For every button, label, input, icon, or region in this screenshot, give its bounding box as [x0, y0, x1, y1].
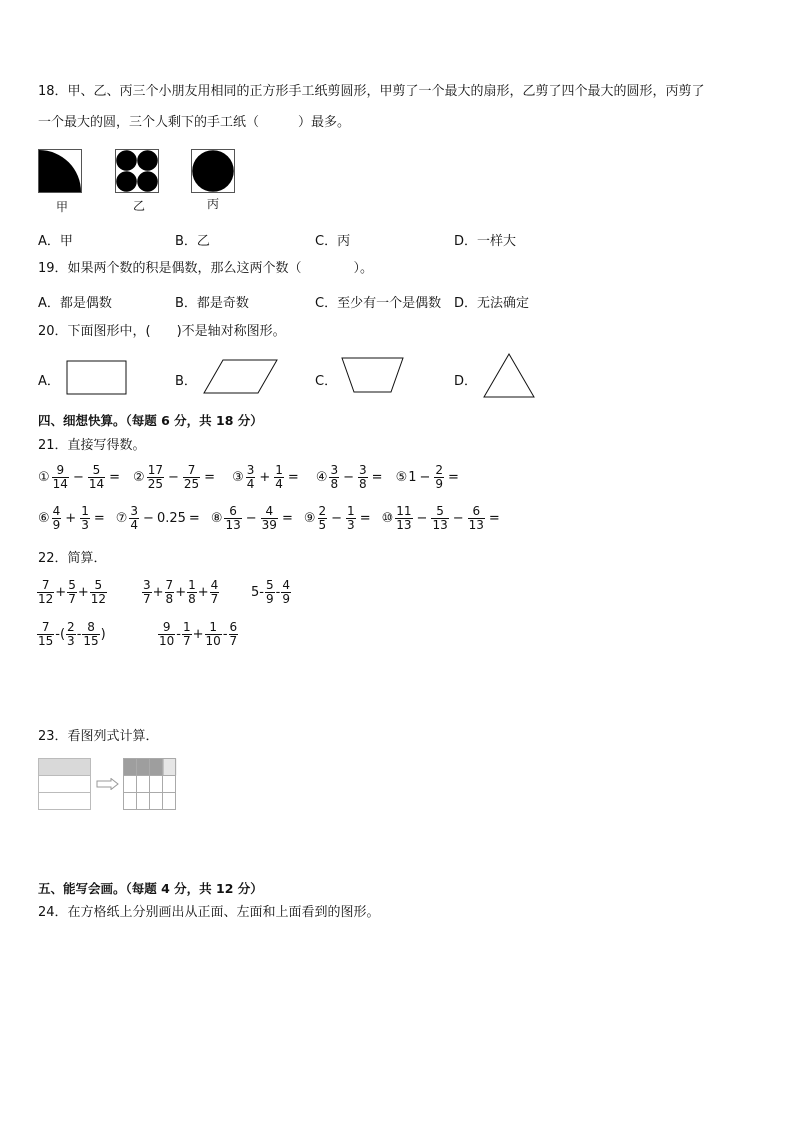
figure-yi-four-circles	[115, 149, 159, 193]
q20-option-a: A．	[38, 374, 60, 389]
q19-option-c: C．至少有一个是偶数	[315, 296, 442, 311]
fraction: $\frac{11}{13}$	[396, 504, 412, 532]
q18-option-a: A．甲	[38, 234, 73, 249]
fraction: $\frac{5}{13}$	[432, 504, 448, 532]
fraction: $\frac{4}{9}$	[52, 504, 61, 532]
q22-text: 22．简算．	[38, 551, 107, 566]
q20-option-b: B．	[175, 374, 197, 389]
fraction: $\frac{4}{39}$	[261, 504, 277, 532]
fraction: $\frac{6}{13}$	[468, 504, 484, 532]
figure-label-yi: 乙	[133, 199, 146, 213]
fraction: $\frac{7}{25}$	[183, 463, 200, 491]
q22-expr-2: $\frac{3}{7}$ + $\frac{7}{8}$ + $\frac{1}{8}$ + $\frac{4}{7}$	[143, 578, 219, 606]
q19-option-d: D．无法确定	[454, 296, 530, 311]
q20-option-d: D．	[454, 374, 478, 389]
q21-text: 21．直接写得数。	[38, 438, 146, 453]
figure-bing-circle	[191, 149, 235, 193]
figure-label-jia: 甲	[56, 200, 69, 214]
rectangle-shape	[66, 360, 128, 396]
q22-expr-4: $\frac{7}{15}$ -( $\frac{2}{3}$ - $\frac{8}{15}$ )	[38, 620, 106, 648]
q19-option-b: B．都是奇数	[175, 296, 249, 311]
section4-title: 四、细想快算。（每题 6 分，共 18 分）	[38, 413, 263, 428]
q22-expr-1: $\frac{7}{12}$ + $\frac{5}{7}$ + $\frac{5}{12}$	[38, 578, 107, 606]
q19-option-a: A．都是偶数	[38, 296, 112, 311]
q19-text: 19．如果两个数的积是偶数，那么这两个数（ ）。	[38, 261, 374, 276]
fraction: $\frac{9}{14}$	[52, 463, 68, 491]
q22-expr-5: $\frac{9}{10}$ - $\frac{1}{7}$ + $\frac{1}{10}$ - $\frac{6}{7}$	[159, 620, 238, 648]
q24-text: 24．在方格纸上分别画出从正面、左面和上面看到的图形。	[38, 905, 380, 920]
fraction: $\frac{3}{8}$	[330, 463, 339, 491]
arrow-right-icon	[96, 778, 120, 790]
fraction: $\frac{3}{4}$	[130, 504, 139, 532]
fraction: $\frac{2}{9}$	[435, 463, 444, 491]
fraction: $\frac{1}{3}$	[347, 504, 355, 532]
fraction: $\frac{5}{14}$	[88, 463, 105, 491]
q18-option-b: B．乙	[175, 234, 210, 249]
parallelogram-shape	[203, 359, 279, 395]
q20-text: 20．下面图形中，( )不是轴对称图形。	[38, 324, 286, 339]
q23-figure-right-grid	[123, 758, 177, 810]
q21-item-mark: ①	[38, 470, 50, 485]
q22-expr-3: 5 - $\frac{5}{9}$ - $\frac{4}{9}$	[251, 578, 290, 606]
fraction: $\frac{2}{5}$	[318, 504, 327, 532]
q23-text: 23．看图列式计算．	[38, 729, 159, 744]
section5-title: 五、能写会画。（每题 4 分，共 12 分）	[38, 881, 263, 896]
figure-jia-quarter-circle	[38, 149, 82, 193]
fraction: $\frac{1}{4}$	[275, 463, 283, 491]
fraction: $\frac{17}{25}$	[147, 463, 163, 491]
q18-option-c: C．丙	[315, 234, 351, 249]
q18-option-d: D．一样大	[454, 234, 517, 249]
fraction: $\frac{3}{4}$	[246, 463, 255, 491]
q23-figure-left-bar	[38, 758, 92, 810]
q21-row1: ① $\frac{9}{14}$ − $\frac{5}{14}$ = ② $\frac{17}{25}$ − $\frac{7}{25}$ = ③ $\frac{3}{4}$ + $\frac{1}{4}$ = ④ $\frac{3}{8}$ − $\frac{3}{8}$ = ⑤ 1 − $\frac{2}{9}$ =	[38, 463, 459, 491]
triangle-shape	[482, 353, 536, 399]
q18-text-line1: 18．甲、乙、丙三个小朋友用相同的正方形手工纸剪圆形，甲剪了一个最大的扇形，乙剪了四个最大的圆形，丙剪了	[38, 84, 705, 99]
q18-text-line2: 一个最大的圆，三个人剩下的手工纸（ ）最多。	[38, 115, 351, 130]
trapezoid-shape	[341, 356, 405, 394]
fraction: $\frac{6}{13}$	[225, 504, 241, 532]
figure-label-bing: 丙	[207, 197, 220, 211]
q20-option-c: C．	[315, 374, 338, 389]
fraction: $\frac{1}{3}$	[81, 504, 89, 532]
fraction: $\frac{3}{8}$	[359, 463, 367, 491]
q21-row2: ⑥ $\frac{4}{9}$ + $\frac{1}{3}$ = ⑦ $\frac{3}{4}$ − 0.25 = ⑧ $\frac{6}{13}$ − $\frac{4}{39}$ = ⑨ $\frac{2}{5}$ − $\frac{1}{3}$ = ⑩ $\frac{11}{13}$ − $\frac{5}{13}$ − $\frac{6}{13}$ =	[38, 504, 500, 532]
